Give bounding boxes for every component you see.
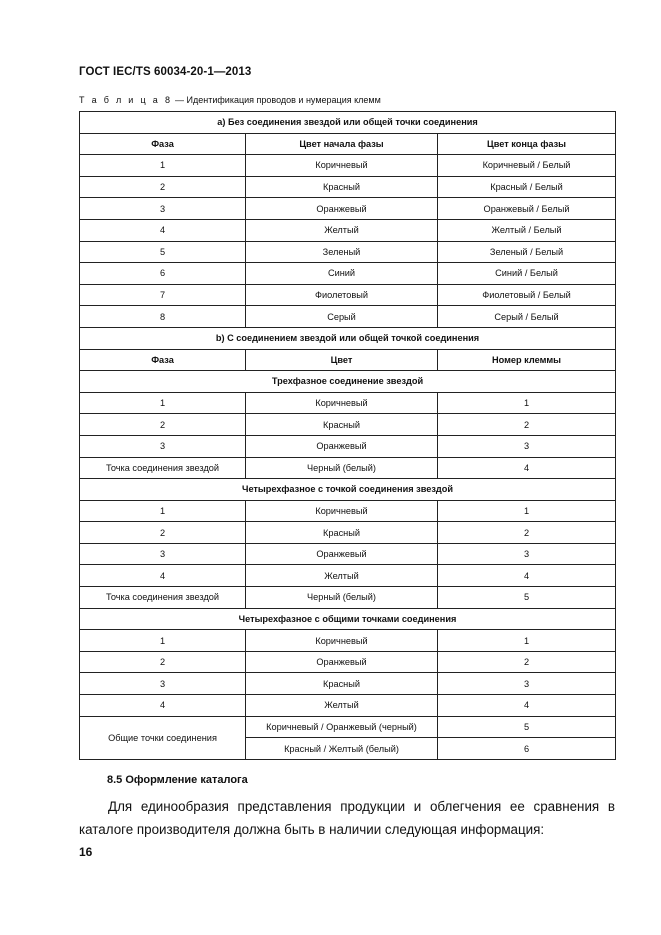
page-number: 16 [79,845,93,859]
table-cell: Оранжевый [246,435,438,457]
table-cell: 2 [80,651,246,673]
table-row [80,543,616,565]
group-title-row [80,608,616,630]
table-row [80,630,616,652]
table-cell: 1 [80,500,246,522]
table-cell: Синий [246,263,438,285]
table-cell: Зеленый [246,241,438,263]
table-cell: 4 [80,565,246,587]
table-cell: Серый [246,306,438,328]
table-cell: 1 [80,392,246,414]
table-cell: 2 [438,651,616,673]
table-cell: Коричневый / Белый [438,155,616,177]
table-cell: 6 [438,738,616,760]
caption-prefix: Т а б л и ц а [79,95,160,105]
table-cell: 5 [438,716,616,738]
table-cell: 3 [438,543,616,565]
section-a-title: а) Без соединения звездой или общей точки соединения [80,112,616,134]
section-b-title: b) С соединением звездой или общей точкой соединения [80,327,616,349]
table-row [80,587,616,609]
table-cell: Фиолетовый / Белый [438,284,616,306]
wire-identification-table [79,111,616,760]
group-title-row [80,371,616,393]
paragraph-text: Для единообразия представления продукции и облегчения ее сравнения в каталоге производителя должна быть в наличии следующая информация: [79,799,615,837]
table-cell: 1 [80,155,246,177]
table-cell: Коричневый [246,392,438,414]
table-cell: Зеленый / Белый [438,241,616,263]
section-b-title-row [80,327,616,349]
table-row [80,392,616,414]
caption-text: — Идентификация проводов и нумерация клемм [175,95,381,105]
table-row [80,522,616,544]
column-header: Фаза [80,349,246,371]
table-row [80,695,616,717]
column-header: Номер клеммы [438,349,616,371]
table-cell: 3 [80,198,246,220]
table-row [80,241,616,263]
table-cell: Желтый / Белый [438,219,616,241]
table-cell: 2 [80,522,246,544]
table-cell: Желтый [246,695,438,717]
caption-number: 8 [165,95,171,105]
table-cell: Черный (белый) [246,587,438,609]
table-cell: Оранжевый [246,651,438,673]
table-cell: 4 [438,565,616,587]
table-cell: 3 [438,435,616,457]
column-header: Цвет начала фазы [246,133,438,155]
table-cell: Оранжевый [246,198,438,220]
table-row [80,414,616,436]
table-cell: 3 [80,543,246,565]
table-row [80,176,616,198]
table-cell: 8 [80,306,246,328]
common-points-label: Общие точки соединения [80,716,246,759]
table-cell: 3 [80,435,246,457]
table-cell: Коричневый [246,155,438,177]
table-row [80,284,616,306]
table-cell: 2 [80,414,246,436]
table-cell: Красный [246,414,438,436]
table-cell: 4 [80,695,246,717]
group-title: Трехфазное соединение звездой [80,371,616,393]
table-cell: Красный / Белый [438,176,616,198]
table-row [80,673,616,695]
table-cell: 4 [80,219,246,241]
document-header: ГОСТ IEC/TS 60034-20-1—2013 [79,66,252,78]
table-row [80,435,616,457]
table-row [80,651,616,673]
table-cell: Оранжевый [246,543,438,565]
table-row [80,263,616,285]
section-title: 8.5 Оформление каталога [107,774,248,786]
table-cell: 5 [80,241,246,263]
table-cell: Точка соединения звездой [80,457,246,479]
table-cell: Серый / Белый [438,306,616,328]
table-cell: 1 [438,500,616,522]
table-cell: Красный / Желтый (белый) [246,738,438,760]
section-paragraph [79,795,615,841]
table-cell: 3 [80,673,246,695]
group-title: Четырехфазное с общими точками соединения [80,608,616,630]
table-cell: Красный [246,176,438,198]
table-cell: 1 [438,630,616,652]
table-cell: Точка соединения звездой [80,587,246,609]
table-cell: Желтый [246,219,438,241]
table-cell: Фиолетовый [246,284,438,306]
table-cell: 4 [438,695,616,717]
column-header: Фаза [80,133,246,155]
group-title-row [80,479,616,501]
table-row [80,500,616,522]
table-cell: Черный (белый) [246,457,438,479]
table-cell: Красный [246,673,438,695]
table-cell: Красный [246,522,438,544]
table-cell: 2 [80,176,246,198]
section-a-header-row [80,133,616,155]
table-row [80,716,616,738]
table-cell: Коричневый [246,500,438,522]
table-row [80,565,616,587]
table-cell: 2 [438,414,616,436]
table-cell: Желтый [246,565,438,587]
table-cell: Оранжевый / Белый [438,198,616,220]
group-title: Четырехфазное с точкой соединения звездой [80,479,616,501]
table-row [80,198,616,220]
table-cell: Коричневый / Оранжевый (черный) [246,716,438,738]
table-cell: 7 [80,284,246,306]
table-cell: 4 [438,457,616,479]
table-cell: 1 [80,630,246,652]
table-cell: Синий / Белый [438,263,616,285]
table-row [80,155,616,177]
table-cell: 5 [438,587,616,609]
table-cell: 6 [80,263,246,285]
table-row [80,306,616,328]
section-a-title-row [80,112,616,134]
table-caption [79,95,381,105]
table-cell: Коричневый [246,630,438,652]
column-header: Цвет [246,349,438,371]
section-b-header-row [80,349,616,371]
table-cell: 3 [438,673,616,695]
table-cell: 2 [438,522,616,544]
table-row [80,457,616,479]
table-row [80,219,616,241]
column-header: Цвет конца фазы [438,133,616,155]
table-cell: 1 [438,392,616,414]
